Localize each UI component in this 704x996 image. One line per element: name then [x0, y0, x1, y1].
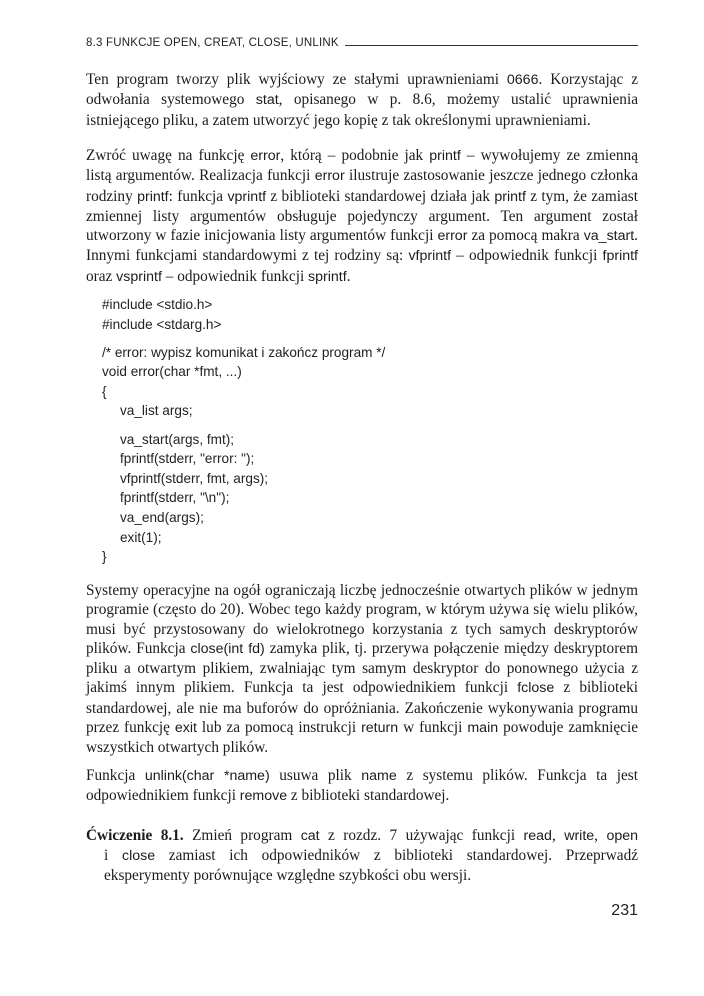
code-term: vprintf	[227, 188, 267, 205]
exercise-label: Ćwiczenie 8.1.	[86, 827, 184, 844]
code-term: cat	[300, 828, 320, 844]
code-term: unlink(char *name)	[144, 768, 270, 784]
code-term: va_start	[583, 228, 635, 245]
code-line: {	[102, 383, 107, 399]
code-term: error	[437, 228, 468, 245]
paragraph-permissions: Ten program tworzy plik wyjściowy ze stałymi uprawnieniami 0666. Korzystając z odwołania systemowego stat, opisanego w p. 8.6, możemy ustalić uprawnienia istniejącego pliku, a zatem utworzyć jego kopię z tak określonymi uprawnieniami.	[86, 71, 638, 129]
running-head-title: 8.3 FUNKCJE OPEN, CREAT, CLOSE, UNLINK	[86, 37, 339, 49]
code-line: #include <stdarg.h>	[102, 316, 222, 332]
code-line: exit(1);	[120, 529, 162, 545]
paragraph-file-descriptors: Systemy operacyjne na ogół ograniczają liczbę jednocześnie otwartych plików w jednym programie (często do 20). Wobec tego każdy program, w którym używa się wielu plików, musi być przystosowany do wielokrotnego korzystania z tych samych deskryptorów plików. Funkcja close(int fd) zamyka plik, tj. przerywa połączenie między deskryptorem pliku a otwartym plikiem, zwalniając tym samym deskryptor do ponownego użycia z jakimś innym plikiem. Funkcja ta jest odpowiednikiem funkcji fclose z biblioteki standardowej, ale nie ma buforów do opróżniania. Zakończenie wykonywania programu przez funkcję exit lub za pomocą instrukcji return w funkcji main powoduje zamknięcie wszystkich otwartych plików.	[86, 582, 638, 757]
code-term: vfprintf	[408, 248, 452, 265]
code-term: close(int fd)	[190, 640, 265, 657]
code-listing	[102, 295, 542, 567]
code-term: exit	[174, 720, 197, 737]
code-line: va_end(args);	[120, 509, 204, 525]
code-comment: /* error: wypisz komunikat i zakończ program */	[102, 344, 386, 360]
page-number: 231	[611, 902, 638, 919]
code-line: va_list args;	[120, 403, 193, 419]
code-line: fprintf(stderr, "\n");	[120, 490, 230, 506]
code-term: read	[523, 828, 552, 844]
code-term: write	[564, 828, 595, 844]
code-line: void error(char *fmt, ...)	[102, 364, 242, 380]
code-term: main	[467, 720, 499, 737]
code-term: fprintf	[602, 248, 638, 265]
paragraph-unlink: Funkcja unlink(char *name) usuwa plik name z systemu plików. Funkcja ta jest odpowiednikiem funkcji remove z biblioteki standardowej.	[86, 767, 639, 805]
code-term: error	[314, 168, 345, 185]
code-term: vsprintf	[116, 268, 162, 285]
code-term: 0666	[506, 72, 539, 88]
code-term: fclose	[517, 680, 555, 697]
code-term: printf	[429, 148, 461, 164]
code-term: printf	[137, 188, 169, 205]
code-line: fprintf(stderr, "error: ");	[120, 451, 255, 467]
code-line: }	[102, 549, 107, 565]
code-term: sprintf	[308, 268, 347, 285]
code-term: printf	[494, 188, 526, 205]
exercise-8-1: Ćwiczenie 8.1. Zmień program cat z rozdz. 7 używając funkcji read, write, open i close zamiast ich odpowiedników z biblioteki standardowej. Przeprwadź eksperymenty porównujące względne szybkości obu wersji.	[86, 827, 639, 884]
paragraph-error-function: Zwróć uwagę na funkcję error, którą – podobnie jak printf – wywołujemy ze zmienną listą argumentów. Realizacja funkcji error ilustruje zastosowanie jeszcze jednego członka rodziny printf: funkcja vprintf z biblioteki standardowej działa jak printf z tym, że zamiast zmiennej listy argumentów obsługuje pojedynczy argument. Ten argument został utworzony w fazie inicjowania listy argumentów funkcji error za pomocą makra va_start. Innymi funkcjami standardowymi z tej rodziny są: vfprintf – odpowiednik funkcji fprintf oraz vsprintf – odpowiednik funkcji sprintf.	[86, 147, 638, 285]
header-rule	[345, 45, 638, 46]
code-term: close	[121, 848, 156, 864]
code-term: remove	[239, 788, 288, 805]
code-term: name	[361, 768, 397, 784]
code-line: vfprintf(stderr, fmt, args);	[120, 470, 269, 486]
code-term: return	[361, 720, 399, 737]
code-line: #include <stdio.h>	[102, 297, 213, 312]
running-header	[86, 37, 638, 49]
code-line: va_start(args, fmt);	[120, 431, 235, 447]
code-term: stat	[255, 92, 279, 109]
code-term: error	[250, 148, 281, 164]
code-term: open	[606, 828, 638, 844]
